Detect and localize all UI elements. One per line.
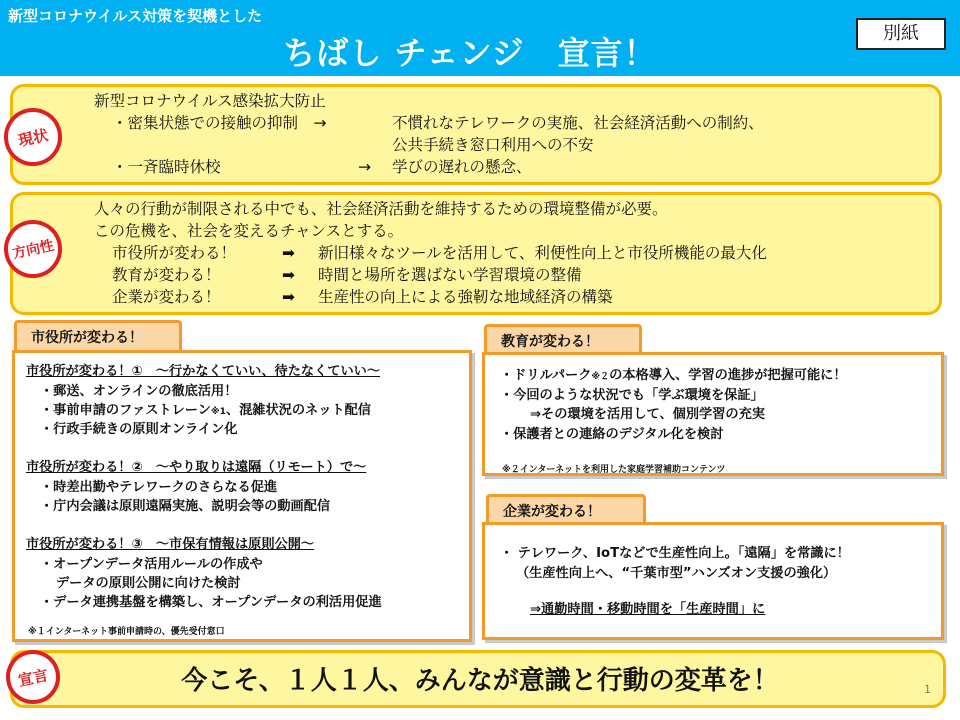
edu-footnote: ※２インターネットを利用した家庭学習補助コンテンツ (502, 465, 726, 475)
status-line-4a: ・一斉臨時休校 (112, 158, 221, 176)
city-heading-2: 市役所が変わる！② ～やり取りは遠隔（リモート）で～ (26, 460, 367, 475)
corp-item-2: （生産性向上へ、“千葉市型”ハンズオン支援の強化） (516, 566, 837, 581)
direction-row-city-left: 市役所が変わる！ (112, 244, 237, 262)
city-tab: 市役所が変わる！ (14, 320, 182, 352)
city-item-3: ・行政手続きの原則オンライン化 (40, 422, 238, 437)
city-footnote: ※１インターネット事前申請時の、優先受付窓口 (28, 627, 225, 637)
city-item-5: ・庁内会議は原則遠隔実施、説明会等の動画配信 (40, 499, 331, 514)
city-item-4: ・時差出勤やテレワークのさらなる促進 (40, 480, 278, 495)
page-subtitle: 新型コロナウイルス対策を契機とした (8, 7, 263, 25)
direction-label: 方向性 (0, 215, 67, 284)
city-item-6-cont: データの原則公開に向けた検討 (56, 576, 241, 591)
edu-tab: 教育が変わる！ (484, 324, 642, 354)
city-item-7: ・データ連携基盤を構築し、オープンデータの利活用促進 (40, 595, 382, 610)
edu-item-3: ⇒その環境を活用して、個別学習の充実 (530, 407, 765, 422)
direction-line-2: この危機を、社会を変えるチャンスとする。 (94, 222, 404, 240)
direction-row-edu-left: 教育が変わる！ (112, 266, 221, 284)
corp-tab: 企業が変わる！ (486, 494, 646, 524)
direction-row-corp-right: 生産性の向上による強靭な地域経済の構築 (318, 288, 613, 306)
direction-row-corp-arrow: ➡ (282, 288, 295, 306)
edu-item-4: ・保護者との連絡のデジタル化を検討 (500, 427, 724, 442)
status-line-2a: ・密集状態での接触の抑制 → (112, 114, 327, 132)
current-status-label: 現状 (0, 103, 67, 172)
declaration-label: 宣言 (1, 645, 65, 709)
page-title: ちばし チェンジ 宣言！ (283, 34, 657, 72)
status-line-4-arrow: → (358, 158, 371, 176)
city-item-2: ・事前申請のファストレーン※1、混雑状況のネット配信 (40, 403, 371, 418)
declaration-text: 今こそ、１人１人、みんなが意識と行動の変革を！ (181, 666, 779, 696)
status-line-2b: 不慣れなテレワークの実施、社会経済活動への制約、 (392, 114, 764, 132)
direction-row-edu-arrow: ➡ (282, 266, 295, 284)
status-line-3: 公共手続き窓口利用への不安 (392, 136, 594, 154)
edu-item-2: ・今回のような状況でも「学ぶ環境を保証」 (500, 388, 764, 403)
city-heading-1: 市役所が変わる！① ～行かなくていい、待たなくていい～ (26, 364, 381, 379)
status-line-1: 新型コロナウイルス感染拡大防止 (94, 92, 326, 110)
attachment-badge: 別紙 (856, 18, 946, 50)
direction-row-edu-right: 時間と場所を選ばない学習環境の整備 (318, 266, 582, 284)
corp-item-3: ⇒通勤時間・移動時間を「生産時間」に (530, 602, 766, 617)
direction-row-corp-left: 企業が変わる！ (112, 288, 221, 306)
city-heading-3: 市役所が変わる！③ ～市保有情報は原則公開～ (26, 537, 315, 552)
direction-row-city-right: 新旧様々なツールを活用して、利便性向上と市役所機能の最大化 (318, 244, 767, 262)
direction-line-1: 人々の行動が制限される中でも、社会経済活動を維持するための環境整備が必要。 (94, 200, 668, 218)
city-item-1: ・郵送、オンラインの徹底活用！ (40, 384, 238, 399)
direction-row-city-arrow: ➡ (282, 244, 295, 262)
status-line-4b: 学びの遅れの懸念、 (392, 158, 532, 176)
corp-item-1: ・ テレワーク、IoTなどで生産性向上。「遠隔」を常識に！ (500, 546, 850, 561)
edu-item-1: ・ドリルパーク※２の本格導入、学習の進捗が把握可能に！ (500, 368, 847, 383)
city-item-6: ・オープンデータ活用ルールの作成や (40, 557, 263, 572)
page-number: 1 (924, 683, 931, 696)
